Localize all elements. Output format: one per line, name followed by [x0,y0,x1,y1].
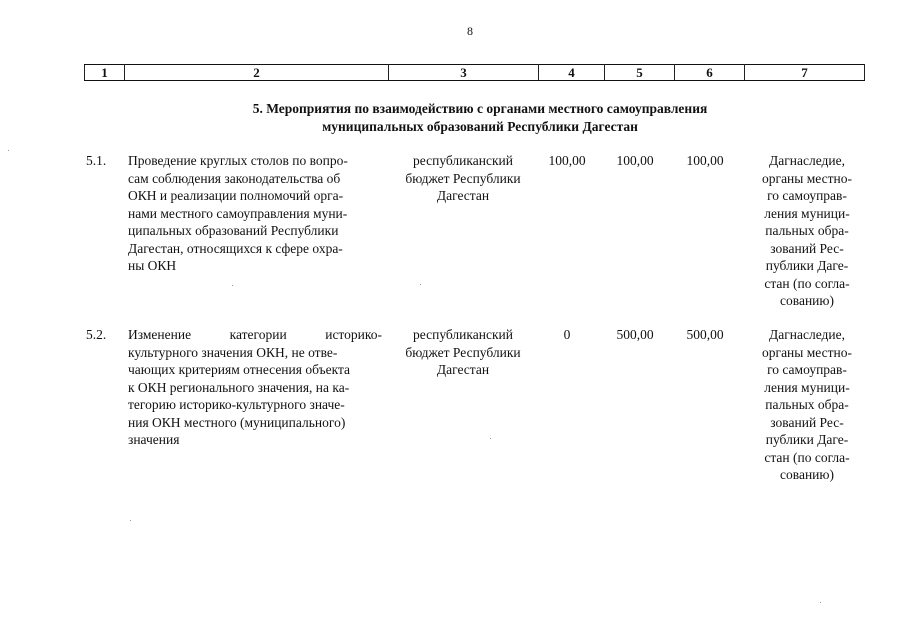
row-number: 5.1. [86,153,107,168]
column-header-5: 5 [605,65,675,81]
executor-line: Дагнаследие, [769,327,845,342]
funding-line: республиканский [413,153,513,168]
column-header-6: 6 [675,65,745,81]
column-header-7: 7 [745,65,865,81]
executor-line: органы местно- [762,344,852,360]
column-header-row [85,65,865,81]
section-title-line-1: 5. Мероприятия по взаимодействию с органами местного самоуправления [252,101,708,116]
scan-speck [130,520,131,521]
row-number: 5.2. [86,327,107,342]
executor-line: пальных обра- [765,397,849,412]
executor-line: сованию) [780,293,834,308]
description-line: значения [128,432,180,447]
executor-line: пальных обра- [765,223,849,238]
description-line: Проведение круглых столов по вопро- [128,153,348,168]
description-line: к ОКН регионального значения, на ка- [128,379,350,395]
scan-speck [420,284,421,285]
row-description [128,152,382,275]
column-header-2: 2 [125,65,389,81]
description-line: Дагестан, относящихся к сфере охра- [128,240,343,256]
executor-line: органы местно- [762,170,852,186]
funding-line: бюджет Республики [405,170,521,186]
description-line: нами местного самоуправления муни- [128,205,348,221]
row-funding-source [392,326,534,379]
description-line: ния ОКН местного (муниципального) [128,414,346,430]
description-line: тегорию историко-культурного значе- [128,397,345,412]
row-value-col6: 500,00 [686,327,724,342]
executor-line: публики Даге- [765,258,849,273]
column-header-1: 1 [85,65,125,81]
executor-line: Дагнаследие, [769,153,845,168]
description-line: ОКН и реализации полномочий орга- [128,188,344,203]
funding-line: Дагестан [436,362,490,377]
funding-line: Дагестан [436,188,490,203]
section-title [180,100,780,136]
scan-speck [820,602,821,603]
row-executor [752,152,862,310]
column-header-4: 4 [539,65,605,81]
executor-line: зований Рес- [770,414,844,430]
executor-line: публики Даге- [765,432,849,447]
scan-speck [8,150,9,151]
description-line: сам соблюдения законодательства об [128,170,341,186]
row-value-col4: 0 [563,327,571,342]
funding-line: бюджет Республики [405,344,521,360]
description-line: культурного значения ОКН, не отве- [128,344,338,360]
row-value-col6: 100,00 [686,153,724,168]
row-value-col4: 100,00 [548,153,586,168]
row-value-col5: 500,00 [616,327,654,342]
scan-speck [490,438,491,439]
executor-line: стан (по согла- [764,449,850,465]
executor-line: ления муници- [764,379,850,395]
executor-line: го самоуправ- [767,188,847,203]
funding-line: республиканский [413,327,513,342]
executor-line: го самоуправ- [767,362,847,377]
description-line: Изменение категории историко- [128,327,382,342]
executor-line: стан (по согла- [764,275,850,291]
section-title-line-2: муниципальных образований Республики Дагестан [322,119,638,134]
executor-line: ления муници- [764,205,850,221]
executor-line: зований Рес- [770,240,844,256]
description-line: ципальных образований Республики [128,223,339,238]
column-header-3: 3 [389,65,539,81]
executor-line: сованию) [780,467,834,482]
row-funding-source [392,152,534,205]
scan-speck [232,285,233,286]
row-description [128,326,382,449]
description-line: чающих критериям отнесения объекта [128,362,351,377]
row-value-col5: 100,00 [616,153,654,168]
page-number: 8 [467,24,473,38]
row-executor [752,326,862,484]
description-line: ны ОКН [128,258,177,273]
column-header-table [84,64,865,81]
